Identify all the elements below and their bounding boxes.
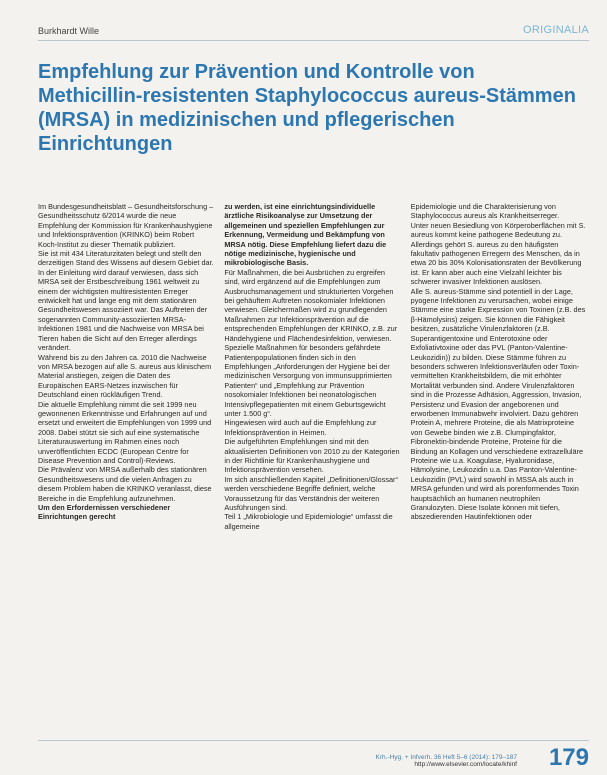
body-column-3 <box>411 202 587 712</box>
page-footer <box>38 740 589 770</box>
body-paragraph: Im sich anschließenden Kapitel „Definitionen/Glossar“ werden verschiedene Begriffe definiert, welche Voraussetzung für das Verständnis der weiteren Ausführungen sind. <box>224 474 398 512</box>
page-number: 179 <box>548 744 589 771</box>
body-paragraph: Epidemiologie und die Charakterisierung von Staphylococcus aureus als Krankheitserreger. <box>410 202 560 221</box>
body-paragraph: Für Maßnahmen, die bei Ausbrüchen zu ergreifen sind, wird ergänzend auf die Empfehlungen zum Ausbruchsmanagement und strukturierten Vorgehen bei gehäuftem Auftreten nosokomialer Infektionen verwiesen. Gleichermaßen wird zu grundlegenden Maßnahmen zur Infektionsprävention auf die entsprechenden Empfehlungen der KRINKO, z.B. zur Händehygiene und Flächendesinfektion, verwiesen. Spezielle Maßnahmen für besonders gefährdete Patientenpopulationen finden sich in den Empfehlungen „Anforderungen der Hygiene bei der medizinischen Versorgung von immunsupprimierten Patienten“ und „Empfehlung zur Prävention nosokomialer Infektionen bei neonatologischen Intensivpflegepatienten mit einem Geburtsgewicht unter 1.500 g“. <box>224 267 398 418</box>
body-paragraph: Während bis zu den Jahren ca. 2010 die Nachweise von MRSA bezogen auf alle S. aureus aus klinischem Material anstiegen, zeigen die Daten des Europäischen EARS-Netzes inzwischen für Deutschland einen rückläufigen Trend. <box>38 352 212 400</box>
article-body <box>38 202 587 712</box>
author-name: Burkhardt Wille <box>38 26 100 36</box>
body-column-2 <box>224 202 400 712</box>
body-paragraph: Unter neuen Besiedlung von Körperoberflächen mit S. aureus kommt keine pathogene Bedeutung zu. <box>410 220 586 240</box>
body-paragraph: In der Einleitung wird darauf verwiesen, dass sich MRSA seit der Erstbeschreibung 1961 weltweit zu einem der wichtigsten multiresistenten Erreger entwickelt hat und lange eng mit dem stationären Gesundheitswesen assoziiert war. Das Auftreten der sogenannten Community-assoziierten MRSA-Infektionen 1981 und die Nachweise von MRSA bei Tieren haben die Sicht auf den Erreger allerdings verändert. <box>38 267 208 353</box>
journal-citation <box>376 754 517 768</box>
section-label: ORIGINALIA <box>523 24 589 36</box>
footer-divider <box>38 740 589 741</box>
body-paragraph: Teil 1 „Mikrobiologie und Epidemiologie“ umfasst die allgemeine <box>224 512 393 531</box>
body-paragraph: Die Prävalenz von MRSA außerhalb des stationären Gesundheitswesens und die vielen Anfragen zu diesem Problem haben die KRINKO veranlasst, diese Bereiche in die Empfehlung aufzunehmen. <box>38 465 212 503</box>
body-paragraph: Hingewiesen wird auch auf die Empfehlung zur Infektionsprävention in Heimen. <box>224 418 377 437</box>
body-paragraph: zu werden, ist eine einrichtungsindividuelle ärztliche Risikoanalyse zur Umsetzung der allgemeinen und speziellen Empfehlungen zur Erkennung, Vermeidung und Bekämpfung von MRSA nötig. Diese Empfehlung liefert dazu die nötige medizinische, hygienische und mikrobiologische Basis. <box>224 202 387 268</box>
body-paragraph: Im Bundesgesundheitsblatt – Gesundheitsforschung – Gesundheitsschutz 6/2014 wurde die neue Empfehlung der Kommission für Krankenhaushygiene und Infektionsprävention (KRINKO) beim Robert Koch-Institut zu dieser Thematik publiziert. <box>38 202 214 249</box>
body-paragraph: Alle S. aureus-Stämme sind potentiell in der Lage, pyogene Infektionen zu verursachen, wobei einige Stämme eine starke Expression von Toxinen (z.B. des β-Hämolysins) zeigen. Sie können die Fähigkeit besitzen, zusätzliche Virulenzfaktoren (z.B. Superantigentoxine und Enterotoxine oder Exfoliativtoxine oder das PVL (Panton-Valentine-Leukozidin)) zu bilden. Diese Stämme führen zu besonders schweren Infektionsverläufen oder Toxin-vermittelten Krankheitsbildern, die mit erhöhter Mortalität verbunden sind. Andere Virulenzfaktoren sind in die Prozesse Adhäsion, Aggression, Invasion, Persistenz und Evasion der angeborenen und erworbenen Immunabwehr involviert. Dazu gehören Protein A, mehrere Proteine, die als Matrixproteine von Gewebe binden wie z.B. Clumpingfaktor, Fibronektin-bindende Proteine, Proteine für die Bindung an Kollagen und verschiedene extrazelluläre Proteine wie u.a. Koagulase, Hyaluronidase, Hämolysine, Leukozidin u.a. Das Panton-Valentine-Leukozidin (PVL) wird sowohl in MSSA als auch in MRSA gefunden und wird als porenformendes Toxin hauptsächlich an humanen neutrophilen Granulozyten. Diese Isolate können mit tiefen, abszedierenden Hautinfektionen oder <box>410 286 586 522</box>
header-divider <box>38 40 589 41</box>
page-header <box>0 0 607 48</box>
body-column-1 <box>38 202 214 712</box>
body-paragraph: Die aufgeführten Empfehlungen sind mit den aktualisierten Definitionen von 2010 zu der Kategorien in der Richtlinie für Krankenhaushygiene und Infektionsprävention versehen. <box>224 437 400 475</box>
article-title: Empfehlung zur Prävention und Kontrolle von Methicillin-resistenten Staphylococcus aureus-Stämmen (MRSA) in medizinischen und pflegerischen Einrichtungen <box>38 61 576 155</box>
body-paragraph: Allerdings gehört S. aureus zu den häufigsten fakultativ pathogenen Erregern des Menschen, da in etwa 20 bis 30% Kolonisationsraten der Bevölkerung ist. Er kann aber auch eine Vielzahl leichter bis schwerer invasiver Infektionen auslösen. <box>410 239 582 287</box>
citation-text: Krh.-Hyg. + Infverh. 36 Heft 5–6 (2014): 179–187 <box>375 754 517 761</box>
journal-url[interactable]: http://www.elsevier.com/locate/khinf <box>414 761 517 768</box>
body-paragraph: Sie ist mit 434 Literaturzitaten belegt und stellt den derzeitigen Stand des Wissens auf diesem Gebiet dar. <box>38 249 214 268</box>
body-paragraph: Um den Erfordernissen verschiedener Einrichtungen gerecht <box>38 503 171 522</box>
body-paragraph: Die aktuelle Empfehlung nimmt die seit 1999 neu gewonnenen Erkenntnisse und Erfahrungen auf und ersetzt und erweitert die Empfehlungen von 1999 und 2008. Dabei stützt sie sich auf eine systematische Literaturauswertung im Rahmen eines noch unveröffentlichten ECDC (European Centre for Disease Prevention and Control)-Reviews. <box>38 399 212 465</box>
